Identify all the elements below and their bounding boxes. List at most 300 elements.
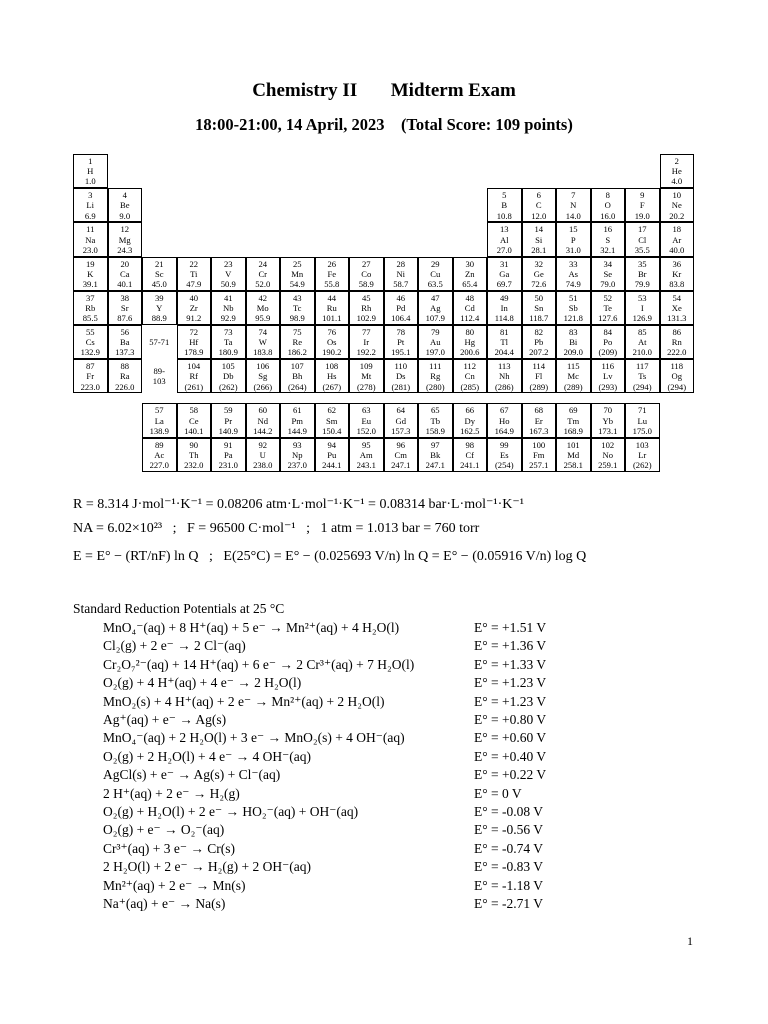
atomic-number: 35 — [637, 258, 647, 269]
half-reaction: Cr³⁺(aq) + 3 e⁻ → Cr(s) — [103, 840, 236, 856]
element-symbol: Ho — [498, 415, 510, 426]
atomic-mass: (262) — [632, 460, 652, 470]
element-symbol: H — [87, 166, 94, 177]
atomic-number: 86 — [672, 327, 682, 337]
element-symbol: Xe — [671, 303, 682, 313]
element-symbol: Ca — [119, 268, 130, 279]
atomic-mass: 197.0 — [425, 347, 445, 358]
element-cell — [108, 257, 143, 291]
atomic-mass: (209) — [598, 347, 618, 358]
atomic-mass: (285) — [460, 381, 480, 392]
element-cell — [73, 325, 108, 359]
standard-potential: E° = -0.74 V — [474, 840, 544, 856]
avogadro-faraday-line — [73, 520, 479, 537]
atomic-mass: 131.3 — [667, 313, 687, 324]
element-symbol: Es — [499, 449, 509, 460]
element-cell — [556, 291, 591, 325]
atomic-number: 57 — [154, 405, 164, 416]
atomic-number: 21 — [154, 258, 164, 269]
atomic-number: 101 — [566, 439, 580, 450]
element-cell — [418, 257, 453, 291]
atomic-mass: 168.9 — [563, 425, 583, 436]
element-cell — [487, 325, 522, 359]
atomic-number: 90 — [189, 439, 199, 450]
element-symbol: Cm — [394, 449, 407, 460]
atomic-mass: 210.0 — [632, 347, 652, 358]
atomic-mass: 58.7 — [393, 279, 409, 289]
atomic-number: 100 — [532, 439, 546, 450]
atomic-number: 8 — [605, 190, 610, 201]
atomic-mass: 79.0 — [600, 279, 616, 289]
element-cell — [487, 188, 522, 222]
atomic-number: 98 — [465, 439, 475, 450]
element-cell — [522, 222, 557, 256]
atomic-number: 108 — [325, 361, 339, 372]
atomic-mass: 16.0 — [600, 210, 616, 221]
element-symbol: Th — [188, 449, 199, 460]
atomic-mass: 132.9 — [80, 347, 100, 358]
element-symbol: O — [604, 200, 611, 211]
element-cell — [315, 291, 350, 325]
atomic-number: 104 — [187, 361, 201, 372]
atomic-number: 59 — [223, 405, 233, 416]
element-symbol: Sc — [154, 268, 164, 279]
element-cell — [315, 403, 350, 437]
periodic-table — [73, 154, 695, 473]
element-cell — [453, 403, 488, 437]
element-symbol: Zn — [464, 268, 475, 279]
element-cell — [280, 325, 315, 359]
element-cell — [142, 291, 177, 325]
atomic-mass: (293) — [598, 381, 618, 392]
half-reaction: 2 H₂O(l) + 2 e⁻ → H₂(g) + 2 OH⁻(aq) — [103, 859, 311, 875]
atomic-number: 107 — [290, 361, 304, 372]
element-cell — [73, 188, 108, 222]
atomic-mass: (254) — [494, 460, 514, 470]
element-cell — [522, 359, 557, 393]
atomic-mass: 200.6 — [460, 347, 480, 358]
element-symbol: K — [87, 268, 94, 279]
element-symbol: Hs — [326, 371, 337, 382]
atomic-mass: 63.5 — [427, 279, 443, 289]
element-cell — [142, 438, 177, 472]
element-cell — [177, 438, 212, 472]
element-symbol: Fe — [327, 268, 337, 279]
element-symbol: Bi — [569, 337, 578, 348]
atomic-mass: 88.9 — [151, 313, 167, 324]
atomic-number: 109 — [359, 361, 373, 372]
atomic-number: 106 — [256, 361, 270, 372]
atomic-number: 73 — [223, 327, 233, 337]
half-reaction: O₂(g) + H₂O(l) + 2 e⁻ → HO₂⁻(aq) + OH⁻(aq) — [103, 804, 359, 819]
atomic-number: 39 — [154, 292, 164, 303]
atomic-number: 99 — [499, 439, 509, 450]
element-cell — [108, 222, 143, 256]
element-symbol: Tb — [430, 415, 441, 426]
half-reaction: O₂(g) + 2 H₂O(l) + 4 e⁻ → 4 OH⁻(aq) — [103, 748, 311, 764]
atomic-number: 88 — [120, 361, 130, 372]
element-symbol: Pm — [291, 415, 303, 426]
atomic-number: 85 — [637, 327, 647, 337]
atomic-mass: (264) — [287, 381, 307, 392]
element-symbol: Pu — [327, 449, 337, 460]
element-symbol: Lu — [637, 415, 648, 426]
atomic-mass: 150.4 — [322, 425, 342, 436]
element-symbol: Si — [535, 234, 543, 245]
atomic-mass: (261) — [184, 381, 204, 392]
element-symbol: Tc — [293, 303, 302, 313]
element-symbol: Li — [86, 200, 95, 211]
element-symbol: Ne — [671, 200, 682, 211]
atomic-mass: 12.0 — [531, 210, 547, 221]
atomic-mass: (267) — [322, 381, 342, 392]
element-symbol: Br — [637, 268, 647, 279]
atomic-number: 61 — [292, 405, 302, 416]
element-cell — [349, 403, 384, 437]
atomic-number: 116 — [601, 361, 615, 372]
atomic-mass: 223.0 — [80, 381, 100, 392]
element-cell — [522, 403, 557, 437]
element-cell — [246, 403, 281, 437]
element-cell — [556, 403, 591, 437]
atomic-number: 31 — [499, 258, 509, 269]
element-symbol: Ar — [672, 234, 682, 245]
element-symbol: As — [568, 268, 579, 279]
atomic-number: 3 — [88, 190, 93, 201]
half-reaction: 2 H⁺(aq) + 2 e⁻ → H₂(g) — [103, 785, 240, 801]
potentials-heading: Standard Reduction Potentials at 25 °C — [73, 601, 285, 616]
element-symbol: Ru — [326, 303, 337, 313]
element-symbol: Bk — [430, 449, 441, 460]
avogadro-faraday: NA = 6.02×10²³ ; F = 96500 C·mol⁻¹ ; 1 atm = 1.013 bar = 760 torr — [73, 521, 480, 536]
element-cell — [73, 359, 108, 393]
element-cell — [73, 257, 108, 291]
atomic-number: 23 — [223, 258, 233, 269]
element-symbol: Rh — [361, 303, 372, 313]
element-cell — [591, 222, 626, 256]
element-symbol: Ir — [363, 337, 370, 348]
element-cell — [384, 359, 419, 393]
element-symbol: Cf — [465, 449, 475, 460]
atomic-mass: 23.0 — [82, 244, 98, 255]
standard-potential: E° = -1.18 V — [474, 877, 544, 893]
element-cell — [315, 359, 350, 393]
atomic-number: 113 — [497, 361, 511, 372]
atomic-mass: 19.0 — [634, 210, 650, 221]
element-symbol: Er — [534, 415, 543, 426]
element-cell — [625, 222, 660, 256]
element-symbol: Fm — [533, 449, 545, 460]
element-symbol: Os — [326, 337, 337, 348]
element-symbol: Hg — [464, 337, 475, 348]
atomic-number: 70 — [603, 405, 613, 416]
exam-title — [0, 80, 768, 102]
atomic-number: 24 — [258, 258, 268, 269]
atomic-mass: 52.0 — [255, 279, 271, 289]
element-cell — [177, 291, 212, 325]
standard-potential: E° = +0.80 V — [474, 712, 547, 727]
element-symbol: B — [501, 200, 508, 211]
atomic-mass: 79.9 — [634, 279, 650, 289]
atomic-number: 60 — [258, 405, 268, 416]
element-cell — [349, 359, 384, 393]
exam-name: Midterm Exam — [390, 80, 516, 101]
atomic-mass: 178.9 — [184, 347, 204, 358]
atomic-mass: 47.9 — [186, 279, 202, 289]
atomic-mass: 190.2 — [322, 347, 342, 358]
element-symbol: Te — [603, 303, 612, 313]
atomic-number: 41 — [223, 292, 233, 303]
element-cell — [487, 403, 522, 437]
element-symbol: Sr — [120, 303, 129, 313]
element-cell — [453, 257, 488, 291]
element-cell — [280, 291, 315, 325]
atomic-mass: 85.5 — [82, 313, 98, 324]
atomic-mass: 58.9 — [358, 279, 374, 289]
element-cell — [177, 325, 212, 359]
element-symbol: Mn — [291, 268, 304, 279]
atomic-mass: 20.2 — [669, 210, 685, 221]
element-symbol: Sn — [534, 303, 544, 313]
atomic-number: 53 — [637, 292, 647, 303]
atomic-mass: 144.9 — [287, 425, 307, 436]
standard-potential: E° = +1.36 V — [474, 638, 547, 654]
element-cell — [211, 325, 246, 359]
half-reaction: O₂(g) + 4 H⁺(aq) + 4 e⁻ → 2 H₂O(l) — [103, 675, 302, 691]
atomic-number: 84 — [603, 327, 613, 337]
atomic-number: 92 — [258, 439, 268, 450]
element-symbol: W — [258, 337, 267, 348]
atomic-mass: 6.9 — [84, 210, 96, 221]
atomic-number: 19 — [85, 258, 95, 269]
atomic-mass: 14.0 — [565, 210, 581, 221]
atomic-mass: 137.3 — [115, 347, 135, 358]
atomic-number: 54 — [672, 292, 682, 303]
atomic-mass: 227.0 — [149, 460, 169, 470]
atomic-mass: 164.9 — [494, 425, 514, 436]
element-cell — [315, 438, 350, 472]
atomic-number: 34 — [603, 258, 613, 269]
atomic-number: 4 — [122, 190, 127, 201]
atomic-mass: 92.9 — [220, 313, 236, 324]
atomic-number: 117 — [635, 361, 649, 372]
element-cell — [108, 291, 143, 325]
element-symbol: Al — [499, 234, 509, 245]
element-symbol: Og — [671, 371, 682, 382]
element-symbol: Ni — [396, 268, 406, 279]
atomic-mass: 244.1 — [322, 460, 342, 470]
atomic-mass: (289) — [563, 381, 583, 392]
element-symbol: Db — [222, 371, 234, 382]
element-cell — [211, 359, 246, 393]
atomic-mass: 152.0 — [356, 425, 376, 436]
element-symbol: Rn — [671, 337, 682, 348]
element-symbol: Np — [291, 449, 303, 460]
element-symbol: Cl — [638, 234, 647, 245]
atomic-mass: (266) — [253, 381, 273, 392]
atomic-mass: 257.1 — [529, 460, 549, 470]
element-cell — [246, 325, 281, 359]
element-cell — [591, 438, 626, 472]
element-cell — [487, 257, 522, 291]
atomic-number: 91 — [223, 439, 233, 450]
element-cell — [246, 438, 281, 472]
element-cell — [556, 222, 591, 256]
atomic-number: 11 — [86, 224, 95, 235]
element-cell — [453, 325, 488, 359]
element-cell — [487, 359, 522, 393]
element-symbol: Cr — [258, 268, 268, 279]
atomic-number: 74 — [258, 327, 268, 337]
element-cell — [418, 403, 453, 437]
element-symbol: Kr — [672, 268, 682, 279]
atomic-number: 81 — [499, 327, 509, 337]
atomic-mass: 195.1 — [391, 347, 411, 358]
element-symbol: Cn — [464, 371, 475, 382]
atomic-number: 25 — [292, 258, 302, 269]
element-symbol: Ga — [499, 268, 510, 279]
atomic-number: 43 — [292, 292, 302, 303]
atomic-mass: 158.9 — [425, 425, 445, 436]
atomic-mass: 140.9 — [218, 425, 238, 436]
atomic-mass: 238.0 — [253, 460, 273, 470]
atomic-number: 40 — [189, 292, 199, 303]
atomic-mass: 4.0 — [671, 176, 683, 187]
element-symbol: He — [671, 166, 682, 177]
atomic-number: 79 — [430, 327, 440, 337]
atomic-mass: (294) — [667, 381, 687, 392]
element-symbol: Co — [361, 268, 372, 279]
half-reaction: Ag⁺(aq) + e⁻ → Ag(s) — [103, 712, 227, 727]
element-symbol: Ce — [188, 415, 199, 426]
element-cell — [522, 325, 557, 359]
standard-potential: E° = +0.60 V — [474, 730, 547, 746]
atomic-number: 5 — [502, 190, 507, 201]
atomic-mass: 157.3 — [391, 425, 411, 436]
atomic-mass: 209.0 — [563, 347, 583, 358]
element-cell — [280, 359, 315, 393]
atomic-number: 62 — [327, 405, 337, 416]
atomic-number: 77 — [361, 327, 371, 337]
element-cell — [556, 438, 591, 472]
atomic-mass: 45.0 — [151, 279, 167, 289]
element-cell — [522, 291, 557, 325]
element-symbol: Nd — [257, 415, 268, 426]
element-symbol: Sm — [326, 415, 338, 426]
atomic-number: 37 — [85, 292, 95, 303]
atomic-number: 9 — [640, 190, 645, 201]
atomic-number: 28 — [396, 258, 406, 269]
atomic-number: 89 — [154, 439, 164, 450]
element-symbol: Rb — [85, 303, 96, 313]
atomic-number: 45 — [361, 292, 371, 303]
atomic-number: 72 — [189, 327, 199, 337]
atomic-mass: 118.7 — [529, 313, 549, 324]
atomic-mass: 243.1 — [356, 460, 376, 470]
element-cell — [384, 438, 419, 472]
element-symbol: Mo — [256, 303, 269, 313]
atomic-mass: 259.1 — [598, 460, 618, 470]
atomic-mass: 10.8 — [496, 210, 512, 221]
element-symbol: Bh — [292, 371, 303, 382]
atomic-mass: 27.0 — [496, 244, 512, 255]
element-cell — [522, 257, 557, 291]
element-cell — [418, 291, 453, 325]
element-cell — [142, 257, 177, 291]
element-cell — [660, 359, 695, 393]
element-cell — [177, 257, 212, 291]
element-symbol: Y — [156, 303, 163, 313]
element-cell — [660, 154, 695, 188]
atomic-number: 26 — [327, 258, 337, 269]
atomic-number: 7 — [571, 190, 576, 201]
element-cell — [556, 359, 591, 393]
element-cell — [73, 222, 108, 256]
atomic-mass: 24.3 — [117, 244, 133, 255]
atomic-number: 46 — [396, 292, 406, 303]
standard-potential: E° = +1.33 V — [474, 656, 547, 672]
atomic-number: 30 — [465, 258, 475, 269]
element-symbol: Ba — [119, 337, 130, 348]
half-reaction: AgCl(s) + e⁻ → Ag(s) + Cl⁻(aq) — [103, 767, 281, 783]
half-reaction: MnO₂(s) + 4 H⁺(aq) + 2 e⁻ → Mn²⁺(aq) + 2 H₂O(l) — [103, 693, 385, 709]
atomic-mass: 112.4 — [460, 313, 480, 324]
element-symbol: Mg — [118, 234, 131, 245]
half-reaction: O₂(g) + e⁻ → O₂⁻(aq) — [103, 822, 225, 838]
gas-constant: R = 8.314 J·mol⁻¹·K⁻¹ = 0.08206 atm·L·mol⁻¹·K⁻¹ = 0.08314 bar·L·mol⁻¹·K⁻¹ — [73, 497, 524, 512]
atomic-mass: 87.6 — [117, 313, 133, 324]
element-cell — [660, 291, 695, 325]
element-symbol: Cs — [85, 337, 95, 348]
element-cell — [384, 257, 419, 291]
atomic-mass: 102.9 — [356, 313, 376, 324]
element-symbol: Hf — [189, 337, 199, 348]
atomic-number: 33 — [568, 258, 578, 269]
element-cell — [453, 291, 488, 325]
element-cell — [591, 188, 626, 222]
atomic-mass: 107.9 — [425, 313, 445, 324]
element-symbol: Ra — [119, 371, 130, 382]
atomic-mass: 241.1 — [460, 460, 480, 470]
element-symbol: Gd — [395, 415, 406, 426]
atomic-mass: 232.0 — [184, 460, 204, 470]
element-cell — [625, 325, 660, 359]
standard-potential: E° = -0.08 V — [474, 804, 544, 819]
atomic-number: 18 — [672, 224, 682, 235]
element-cell — [246, 257, 281, 291]
element-symbol: Dy — [464, 415, 475, 426]
element-symbol: Ds — [395, 371, 406, 382]
atomic-mass: 1.0 — [84, 176, 96, 187]
element-symbol: Ti — [190, 268, 198, 279]
element-cell — [418, 438, 453, 472]
atomic-number: 66 — [465, 405, 475, 416]
element-cell — [142, 403, 177, 437]
atomic-mass: 231.0 — [218, 460, 238, 470]
element-cell — [453, 359, 488, 393]
atomic-mass: 31.0 — [565, 244, 581, 255]
element-cell — [556, 257, 591, 291]
atomic-number: 78 — [396, 327, 406, 337]
atomic-mass: 54.9 — [289, 279, 305, 289]
atomic-number: 48 — [465, 292, 475, 303]
atomic-number: 115 — [566, 361, 580, 372]
atomic-number: 49 — [499, 292, 509, 303]
atomic-mass: 74.9 — [565, 279, 581, 289]
atomic-mass: 126.9 — [632, 313, 652, 324]
element-cell — [280, 438, 315, 472]
element-symbol: Am — [359, 449, 373, 460]
